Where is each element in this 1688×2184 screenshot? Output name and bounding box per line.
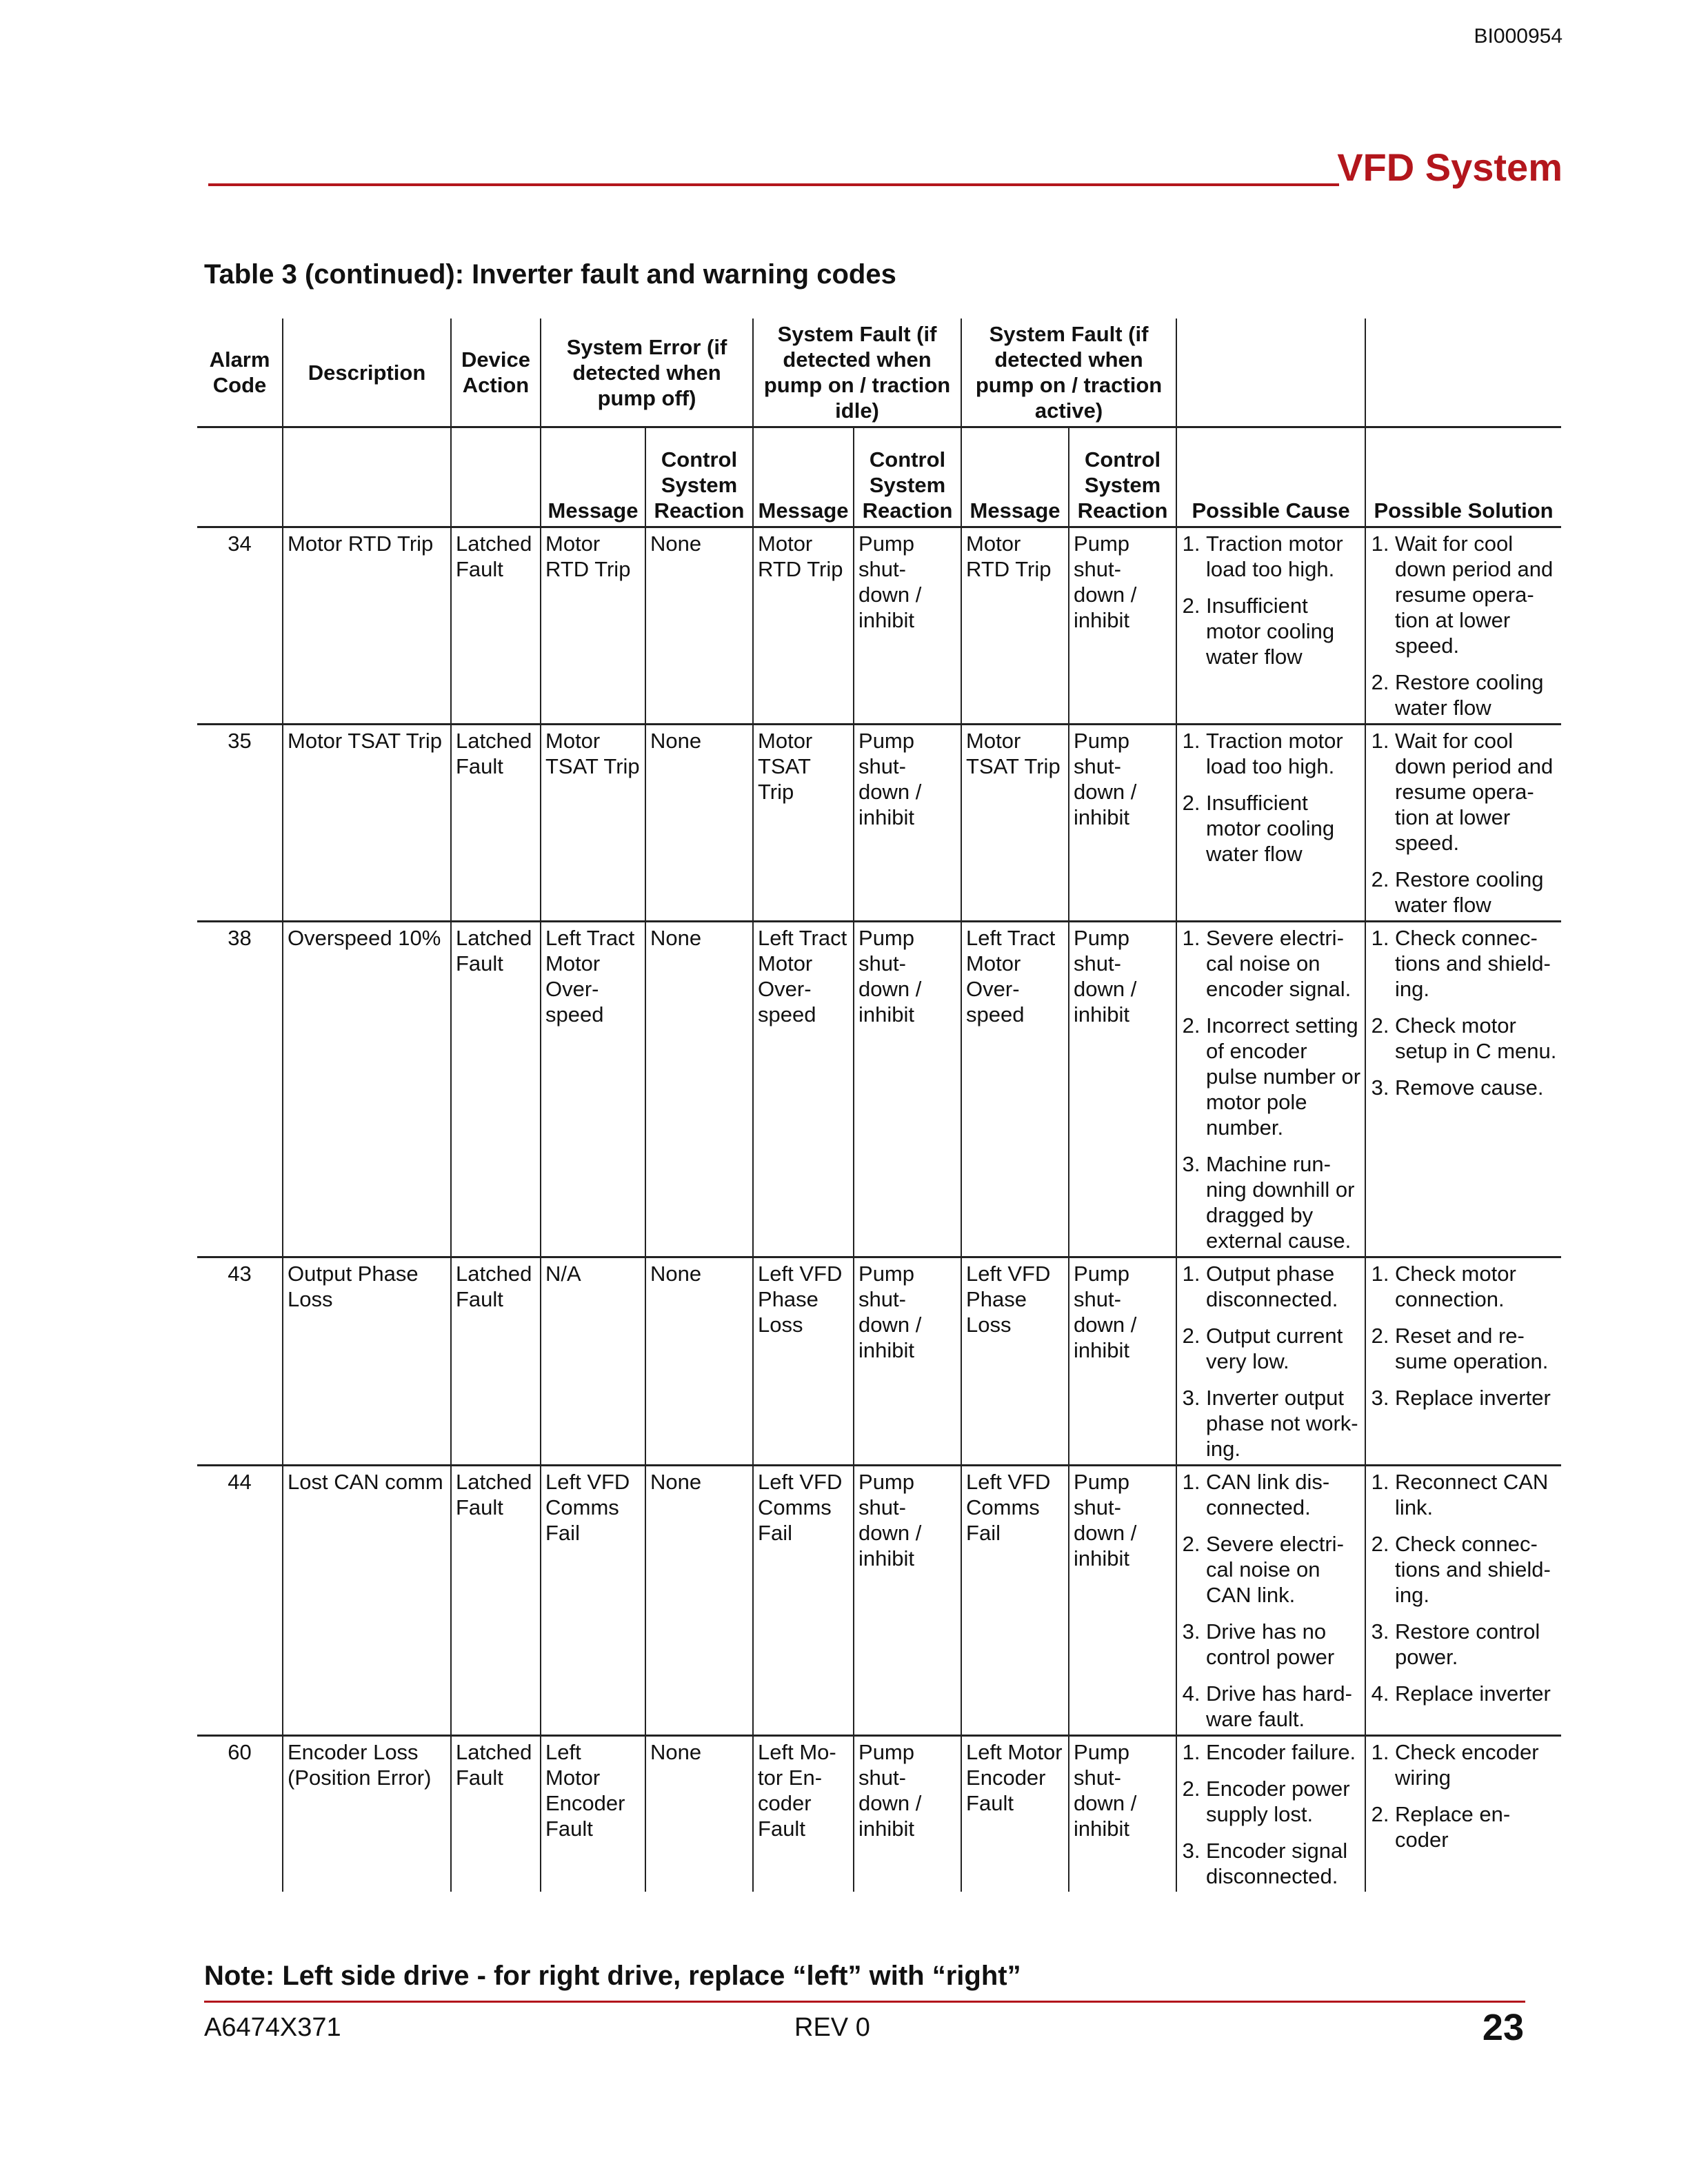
solution-item: 2. Check motor setup in C menu. (1395, 1013, 1557, 1064)
traction-idle-message-cell: Left Tract Motor Over-speed (753, 922, 854, 1257)
description-cell: Motor TSAT Trip (283, 725, 451, 922)
table-row (197, 1257, 1561, 1466)
possible-solution-list (1370, 1469, 1557, 1706)
traction-active-reaction-cell: Pump shut-down / inhibit (1069, 1257, 1176, 1466)
header-system-fault-traction-idle: System Fault (if detected when pump on / traction idle) (753, 318, 961, 427)
possible-solution-list (1370, 925, 1557, 1100)
device-action-cell: Latched Fault (451, 527, 541, 725)
cause-item: 2. Insufficient motor cooling water flow (1206, 593, 1360, 669)
table-row (197, 922, 1561, 1257)
page-number: 23 (1482, 2007, 1524, 2048)
traction-active-message-cell: Left Tract Motor Over-speed (961, 922, 1069, 1257)
possible-cause-list (1181, 1739, 1360, 1889)
description-cell: Encoder Loss (Position Error) (283, 1736, 451, 1892)
pump-off-message-cell: Motor TSAT Trip (541, 725, 645, 922)
alarm-code-cell: 60 (228, 1740, 252, 1764)
traction-idle-message-cell: Motor TSAT Trip (753, 725, 854, 922)
possible-cause-cell (1176, 1736, 1365, 1892)
solution-item: 1. Check motor connection. (1395, 1261, 1557, 1312)
pump-off-message-cell: Left VFD Comms Fail (541, 1466, 645, 1736)
possible-solution-cell (1365, 1736, 1561, 1892)
traction-active-message-cell: Motor TSAT Trip (961, 725, 1069, 922)
traction-idle-reaction-cell: Pump shut-down / inhibit (854, 1736, 961, 1892)
solution-item: 1. Wait for cool down period and resume opera-tion at lower speed. (1395, 531, 1557, 658)
footer-rule (204, 2001, 1525, 2003)
header-row-columns (197, 427, 1561, 527)
footer-document-number: A6474X371 (204, 2013, 341, 2042)
cause-item: 1. Severe electri-cal noise on encoder signal. (1206, 925, 1360, 1002)
section-title: VFD System (1337, 145, 1563, 189)
cause-item: 2. Encoder power supply lost. (1206, 1776, 1360, 1827)
traction-active-message-cell: Motor RTD Trip (961, 527, 1069, 725)
description-cell: Motor RTD Trip (283, 527, 451, 725)
solution-item: 3. Restore control power. (1395, 1619, 1557, 1670)
possible-cause-list (1181, 1469, 1360, 1732)
device-action-cell: Latched Fault (451, 725, 541, 922)
table-row (197, 1736, 1561, 1892)
header-message-active: Message (961, 427, 1069, 527)
header-empty-1 (197, 427, 283, 527)
header-reaction-idle: Control System Reaction (854, 427, 961, 527)
pump-off-reaction-cell: None (645, 1736, 753, 1892)
cause-item: 2. Output current very low. (1206, 1323, 1360, 1374)
possible-cause-list (1181, 728, 1360, 867)
footer-revision: REV 0 (794, 2013, 870, 2042)
device-action-cell: Latched Fault (451, 1466, 541, 1736)
header-message-off: Message (541, 427, 645, 527)
alarm-code-cell: 35 (197, 725, 283, 922)
cause-item: 1. Traction motor load too high. (1206, 728, 1360, 779)
header-possible-solution: Possible Solution (1365, 427, 1561, 527)
cause-item: 3. Inverter output phase not work-ing. (1206, 1385, 1360, 1462)
pump-off-message-cell: Left Motor Encoder Fault (541, 1736, 645, 1892)
possible-solution-cell (1365, 527, 1561, 725)
possible-cause-list (1181, 531, 1360, 669)
traction-idle-reaction-cell: Pump shut-down / inhibit (854, 1466, 961, 1736)
header-reaction-off: Control System Reaction (645, 427, 753, 527)
possible-cause-cell (1176, 527, 1365, 725)
solution-item: 2. Restore cooling water flow (1395, 669, 1557, 720)
alarm-code-cell: 34 (197, 527, 283, 725)
alarm-code-cell: 43 (197, 1257, 283, 1466)
header-description: Description (283, 318, 451, 427)
solution-item: 2. Check connec-tions and shield-ing. (1395, 1531, 1557, 1608)
table-body (197, 527, 1561, 1892)
traction-active-reaction-cell: Pump shut-down / inhibit (1069, 1736, 1176, 1892)
pump-off-message-cell: N/A (541, 1257, 645, 1466)
traction-active-reaction-cell: Pump shut-down / inhibit (1069, 1466, 1176, 1736)
document-id: BI000954 (1474, 25, 1563, 48)
solution-item: 2. Replace en-coder (1395, 1801, 1557, 1852)
device-action-cell: Latched Fault (451, 922, 541, 1257)
possible-solution-cell (1365, 922, 1561, 1257)
solution-item: 1. Wait for cool down period and resume opera-tion at lower speed. (1395, 728, 1557, 856)
description-cell: Lost CAN comm (283, 1466, 451, 1736)
possible-cause-list (1181, 925, 1360, 1253)
solution-item: 1. Reconnect CAN link. (1395, 1469, 1557, 1520)
pump-off-reaction-cell: None (645, 527, 753, 725)
device-action-cell: Latched Fault (451, 1736, 541, 1892)
traction-idle-message-cell: Left Mo-tor En-coder Fault (753, 1736, 854, 1892)
solution-item: 3. Remove cause. (1395, 1075, 1557, 1100)
cause-item: 2. Severe electri-cal noise on CAN link. (1206, 1531, 1360, 1608)
solution-item: 2. Reset and re-sume operation. (1395, 1323, 1557, 1374)
traction-idle-reaction-cell: Pump shut-down / inhibit (854, 922, 961, 1257)
traction-active-reaction-cell: Pump shut-down / inhibit (1069, 922, 1176, 1257)
pump-off-reaction-cell: None (645, 922, 753, 1257)
header-empty-3 (451, 427, 541, 527)
cause-item: 1. Output phase disconnected. (1206, 1261, 1360, 1312)
pump-off-message-cell: Motor RTD Trip (541, 527, 645, 725)
header-possible-cause: Possible Cause (1176, 427, 1365, 527)
cause-item: 3. Encoder signal disconnected. (1206, 1838, 1360, 1889)
solution-item: 2. Restore cooling water flow (1395, 867, 1557, 918)
fault-codes-table (197, 318, 1561, 1892)
traction-active-message-cell: Left VFD Phase Loss (961, 1257, 1069, 1466)
possible-solution-cell (1365, 1466, 1561, 1736)
possible-solution-cell (1365, 1257, 1561, 1466)
solution-item: 3. Replace inverter (1395, 1385, 1557, 1410)
traction-idle-reaction-cell: Pump shut-down / inhibit (854, 527, 961, 725)
description-cell: Overspeed 10% (283, 922, 451, 1257)
table-row (197, 725, 1561, 922)
pump-off-reaction-cell: None (645, 1257, 753, 1466)
traction-active-reaction-cell: Pump shut-down / inhibit (1069, 725, 1176, 922)
traction-active-message-cell: Left Motor Encoder Fault (961, 1736, 1069, 1892)
header-alarm-code: Alarm Code (197, 318, 283, 427)
cause-item: 2. Incorrect setting of encoder pulse number or motor pole number. (1206, 1013, 1360, 1140)
cause-item: 1. Traction motor load too high. (1206, 531, 1360, 582)
possible-solution-list (1370, 1261, 1557, 1410)
header-empty-solution (1365, 318, 1561, 427)
table-row (197, 1466, 1561, 1736)
drive-side-note: Note: Left side drive - for right drive, replace “left” with “right” (204, 1961, 1021, 1991)
cause-item: 1. CAN link dis-connected. (1206, 1469, 1360, 1520)
possible-cause-cell (1176, 1257, 1365, 1466)
solution-item: 1. Check connec-tions and shield-ing. (1395, 925, 1557, 1002)
traction-idle-reaction-cell: Pump shut-down / inhibit (854, 1257, 961, 1466)
alarm-code-cell: 38 (197, 922, 283, 1257)
possible-cause-cell (1176, 725, 1365, 922)
possible-solution-list (1370, 531, 1557, 720)
cause-item: 4. Drive has hard-ware fault. (1206, 1681, 1360, 1732)
cause-item: 1. Encoder failure. (1206, 1739, 1360, 1765)
solution-item: 1. Check encoder wiring (1395, 1739, 1557, 1790)
cause-item: 2. Insufficient motor cooling water flow (1206, 790, 1360, 867)
alarm-code-cell: 44 (197, 1466, 283, 1736)
header-message-idle: Message (753, 427, 854, 527)
pump-off-reaction-cell: None (645, 725, 753, 922)
traction-idle-message-cell: Left VFD Phase Loss (753, 1257, 854, 1466)
possible-cause-cell (1176, 922, 1365, 1257)
possible-solution-cell (1365, 725, 1561, 922)
possible-solution-list (1370, 1739, 1557, 1852)
header-device-action: Device Action (451, 318, 541, 427)
header-reaction-active: Control System Reaction (1069, 427, 1176, 527)
solution-item: 4. Replace inverter (1395, 1681, 1557, 1706)
traction-active-message-cell: Left VFD Comms Fail (961, 1466, 1069, 1736)
header-row-groups (197, 318, 1561, 427)
header-system-fault-traction-active: System Fault (if detected when pump on / traction active) (961, 318, 1176, 427)
pump-off-message-cell: Left Tract Motor Over-speed (541, 922, 645, 1257)
traction-idle-message-cell: Motor RTD Trip (753, 527, 854, 725)
traction-idle-reaction-cell: Pump shut-down / inhibit (854, 725, 961, 922)
table-title: Table 3 (continued): Inverter fault and warning codes (204, 259, 896, 290)
description-cell: Output Phase Loss (283, 1257, 451, 1466)
traction-idle-message-cell: Left VFD Comms Fail (753, 1466, 854, 1736)
cause-item: 3. Drive has no control power (1206, 1619, 1360, 1670)
cause-item: 3. Machine run-ning downhill or dragged by external cause. (1206, 1151, 1360, 1253)
header-system-error-pump-off: System Error (if detected when pump off) (541, 318, 753, 427)
table-row (197, 527, 1561, 725)
device-action-cell: Latched Fault (451, 1257, 541, 1466)
section-rule (208, 183, 1339, 186)
pump-off-reaction-cell: None (645, 1466, 753, 1736)
possible-cause-list (1181, 1261, 1360, 1462)
possible-cause-cell (1176, 1466, 1365, 1736)
traction-active-reaction-cell: Pump shut-down / inhibit (1069, 527, 1176, 725)
header-empty-cause (1176, 318, 1365, 427)
header-empty-2 (283, 427, 451, 527)
possible-solution-list (1370, 728, 1557, 918)
